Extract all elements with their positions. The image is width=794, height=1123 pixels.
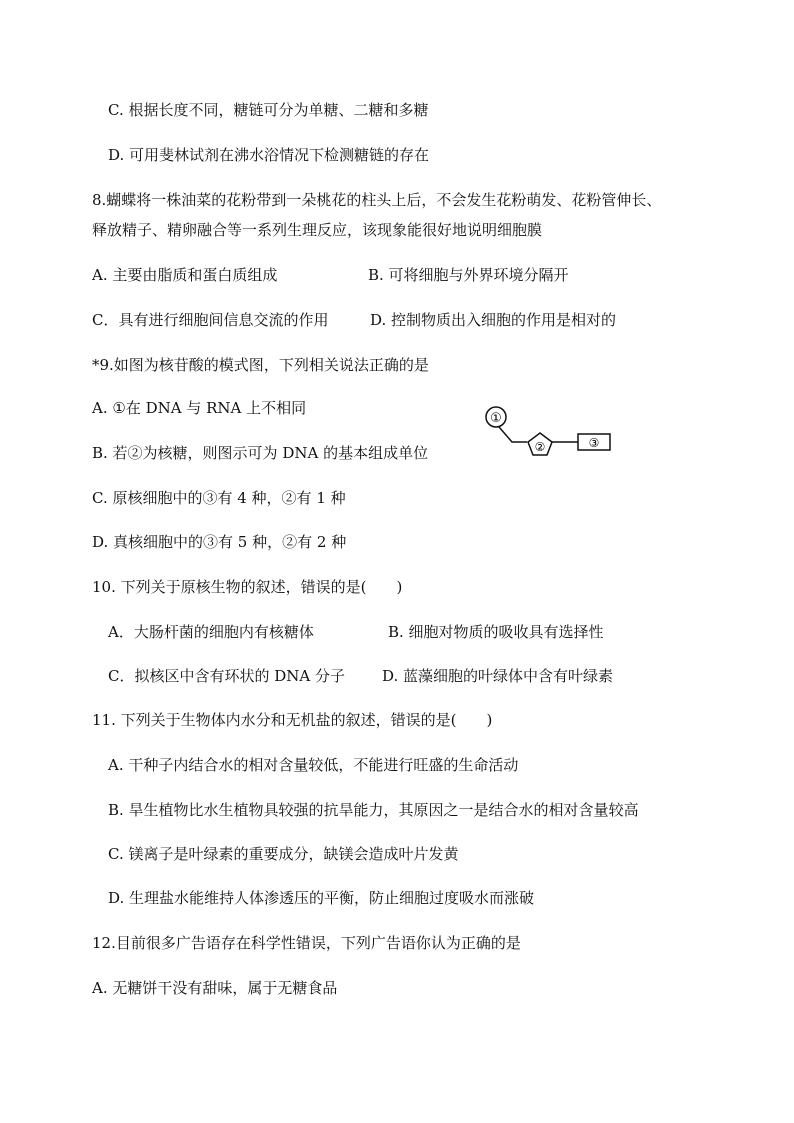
q10-option-a: A．大肠杆菌的细胞内有核糖体 [108, 623, 314, 641]
q8-stem-line1: 8.蝴蝶将一株油菜的花粉带到一朵桃花的柱头上后，不会发生花粉萌发、花粉管伸长、 [92, 191, 662, 209]
q11-option-c: C. 镁离子是叶绿素的重要成分，缺镁会造成叶片发黄 [108, 845, 459, 863]
q10-option-d: D. 蓝藻细胞的叶绿体中含有叶绿素 [382, 667, 614, 685]
q9-option-a: A. ①在 DNA 与 RNA 上不相同 [92, 399, 307, 417]
q10-option-b: B. 细胞对物质的吸收具有选择性 [388, 623, 604, 641]
q9-option-b: B. 若②为核糖，则图示可为 DNA 的基本组成单位 [92, 444, 429, 462]
q10-stem: 10. 下列关于原核生物的叙述，错误的是( ) [92, 578, 403, 596]
q12-option-a: A. 无糖饼干没有甜味，属于无糖食品 [92, 979, 338, 997]
q8-option-a: A. 主要由脂质和蛋白质组成 [92, 266, 278, 284]
q10-option-c: C．拟核区中含有环状的 DNA 分子 [108, 667, 345, 685]
q9-option-d: D. 真核细胞中的③有 5 种，②有 2 种 [92, 533, 347, 551]
q9-stem: *9.如图为核苷酸的模式图，下列相关说法正确的是 [92, 356, 429, 374]
q7-option-d: D. 可用斐林试剂在沸水浴情况下检测糖链的存在 [108, 146, 430, 164]
q11-option-d: D. 生理盐水能维持人体渗透压的平衡，防止细胞过度吸水而涨破 [108, 889, 535, 907]
q11-option-a: A. 干种子内结合水的相对含量较低，不能进行旺盛的生命活动 [108, 756, 519, 774]
q9-option-c: C. 原核细胞中的③有 4 种，②有 1 种 [92, 489, 346, 507]
q8-option-b: B. 可将细胞与外界环境分隔开 [368, 266, 569, 284]
q12-stem: 12.目前很多广告语存在科学性错误，下列广告语你认为正确的是 [92, 934, 521, 952]
phosphate-sugar-bond [499, 427, 527, 442]
q8-stem-line2: 释放精子、精卵融合等一系列生理反应，该现象能很好地说明细胞膜 [92, 221, 543, 239]
q7-option-c: C. 根据长度不同，糖链可分为单糖、二糖和多糖 [108, 101, 429, 119]
q8-option-d: D. 控制物质出入细胞的作用是相对的 [370, 311, 617, 329]
q11-option-b: B. 旱生植物比水生植物具较强的抗旱能力，其原因之一是结合水的相对含量较高 [108, 801, 639, 819]
q8-option-c: C．具有进行细胞间信息交流的作用 [92, 311, 329, 329]
label-2: ② [534, 440, 546, 454]
label-1: ① [490, 411, 502, 426]
q11-stem: 11. 下列关于生物体内水分和无机盐的叙述，错误的是( ) [92, 711, 493, 729]
nucleotide-diagram [480, 400, 620, 470]
label-3: ③ [588, 436, 600, 450]
